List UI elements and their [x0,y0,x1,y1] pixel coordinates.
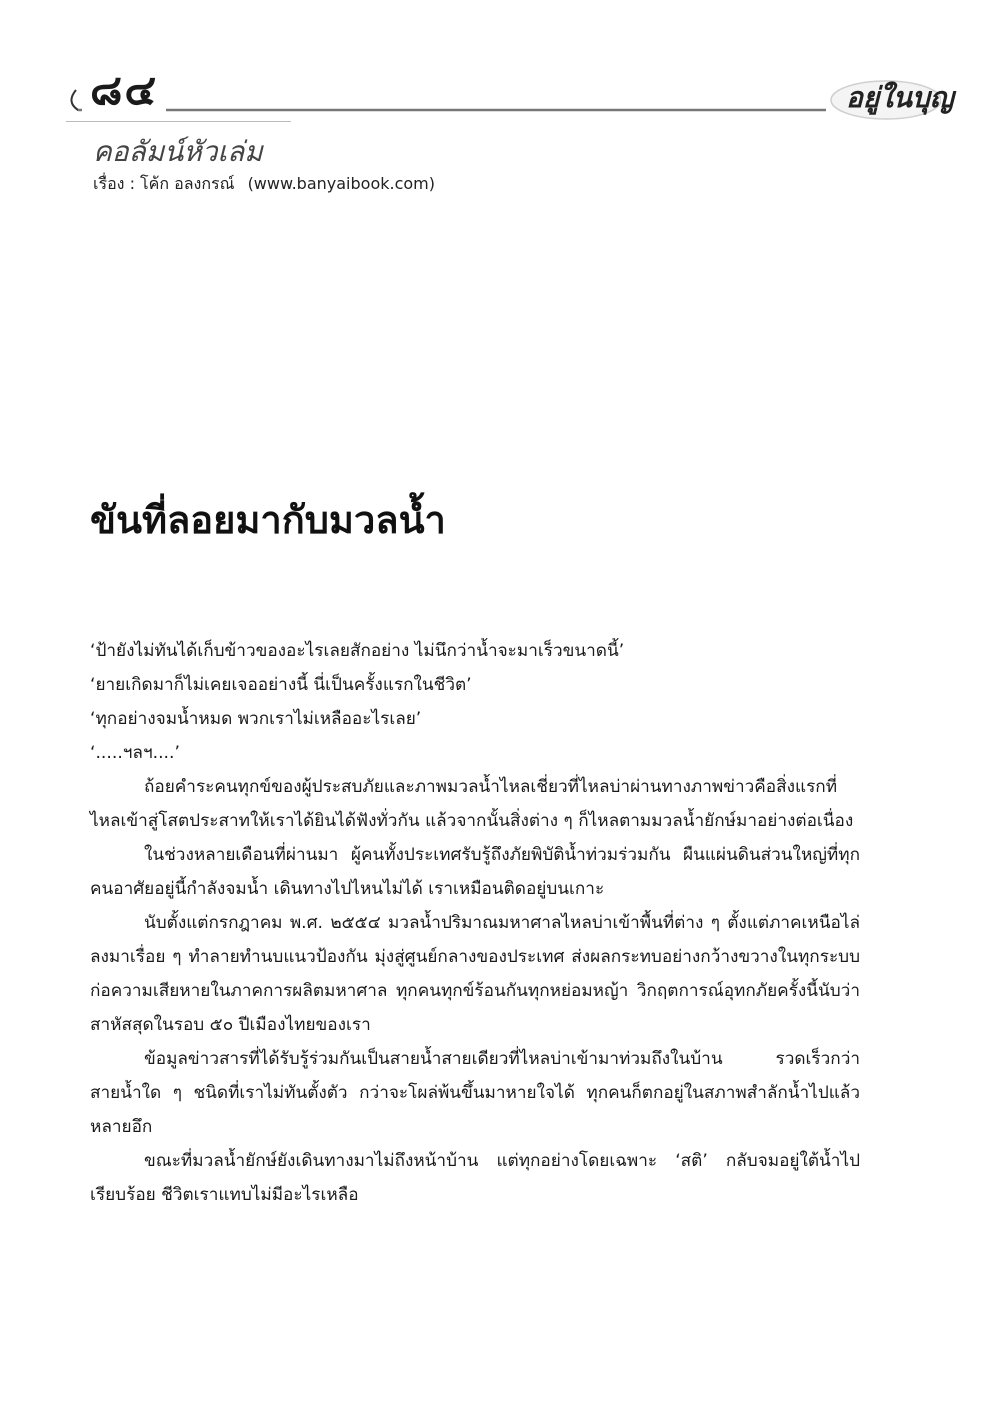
header-rule [66,80,941,120]
column-title: คอลัมน์หัวเล่ม [93,135,263,168]
quote-line: ‘ทุกอย่างจมน้ำหมด พวกเราไม่เหลืออะไรเลย’ [90,709,422,729]
column-rule [66,121,291,122]
quote-line: ‘ยายเกิดมาก็ไม่เคยเจออย่างนี้ นี่เป็นครั้งแรกในชีวิต’ [90,675,472,695]
body-paragraph: ถ้อยคำระคนทุกข์ของผู้ประสบภัยและภาพมวลน้ำไหลเชี่ยวที่ไหลบ่าผ่านทางภาพข่าวคือสิ่งแรกที่ไหลเข้าสู่โสตประสาทให้เราได้ยินได้ฟังทั่วกัน แล้วจากนั้นสิ่งต่าง ๆ ก็ไหลตามมวลน้ำยักษ์มาอย่างต่อเนื่อง [90,777,854,831]
byline-url: (www.banyaibook.com) [247,174,435,193]
quote-line: ‘ป้ายังไม่ทันได้เก็บข้าวของอะไรเลยสักอย่าง ไม่นึกว่าน้ำจะมาเร็วขนาดนี้’ [90,641,625,661]
byline [93,172,435,196]
article-body [90,634,860,1212]
body-paragraph: ข้อมูลข่าวสารที่ได้รับรู้ร่วมกันเป็นสายน้ำสายเดียวที่ไหลบ่าเข้ามาท่วมถึงในบ้าน รวดเร็วกว่าสายน้ำใด ๆ ชนิดที่เราไม่ทันตั้งตัว กว่าจะโผล่พ้นขึ้นมาหายใจได้ ทุกคนก็ตกอยู่ในสภาพสำลักน้ำไปแล้วหลายอึก [90,1049,860,1137]
magazine-logo: อยู่ในบุญ [846,81,954,114]
byline-author: เรื่อง : โค้ก อลงกรณ์ [93,174,235,193]
body-paragraph: ในช่วงหลายเดือนที่ผ่านมา ผู้คนทั้งประเทศรับรู้ถึงภัยพิบัติน้ำท่วมร่วมกัน ผืนแผ่นดินส่วนใหญ่ที่ทุกคนอาศัยอยู่นี้กำลังจมน้ำ เดินทางไปไหนไม่ได้ เราเหมือนติดอยู่บนเกาะ [90,845,860,899]
body-paragraph: ขณะที่มวลน้ำยักษ์ยังเดินทางมาไม่ถึงหน้าบ้าน แต่ทุกอย่างโดยเฉพาะ ‘สติ’ กลับจมอยู่ใต้น้ำไปเรียบร้อย ชีวิตเราแทบไม่มีอะไรเหลือ [90,1151,860,1205]
page-number: ๘๔ [82,66,166,114]
body-paragraph: นับตั้งแต่กรกฎาคม พ.ศ. ๒๕๕๔ มวลน้ำปริมาณมหาศาลไหลบ่าเข้าพื้นที่ต่าง ๆ ตั้งแต่ภาคเหนือไล่ลงมาเรื่อย ๆ ทำลายทำนบแนวป้องกัน มุ่งสู่ศูนย์กลางของประเทศ ส่งผลกระทบอย่างกว้างขวางในทุกระบบ ก่อความเสียหายในภาคการผลิตมหาศาล ทุกคนทุกข์ร้อนกันทุกหย่อมหญ้า วิกฤตการณ์อุทกภัยครั้งนี้นับว่าสาหัสสุดในรอบ ๕๐ ปีเมืองไทยของเรา [90,913,860,1035]
article-title: ขันที่ลอยมากับมวลน้ำ [90,497,446,542]
quote-line: ‘.....ฯลฯ....’ [90,743,180,763]
